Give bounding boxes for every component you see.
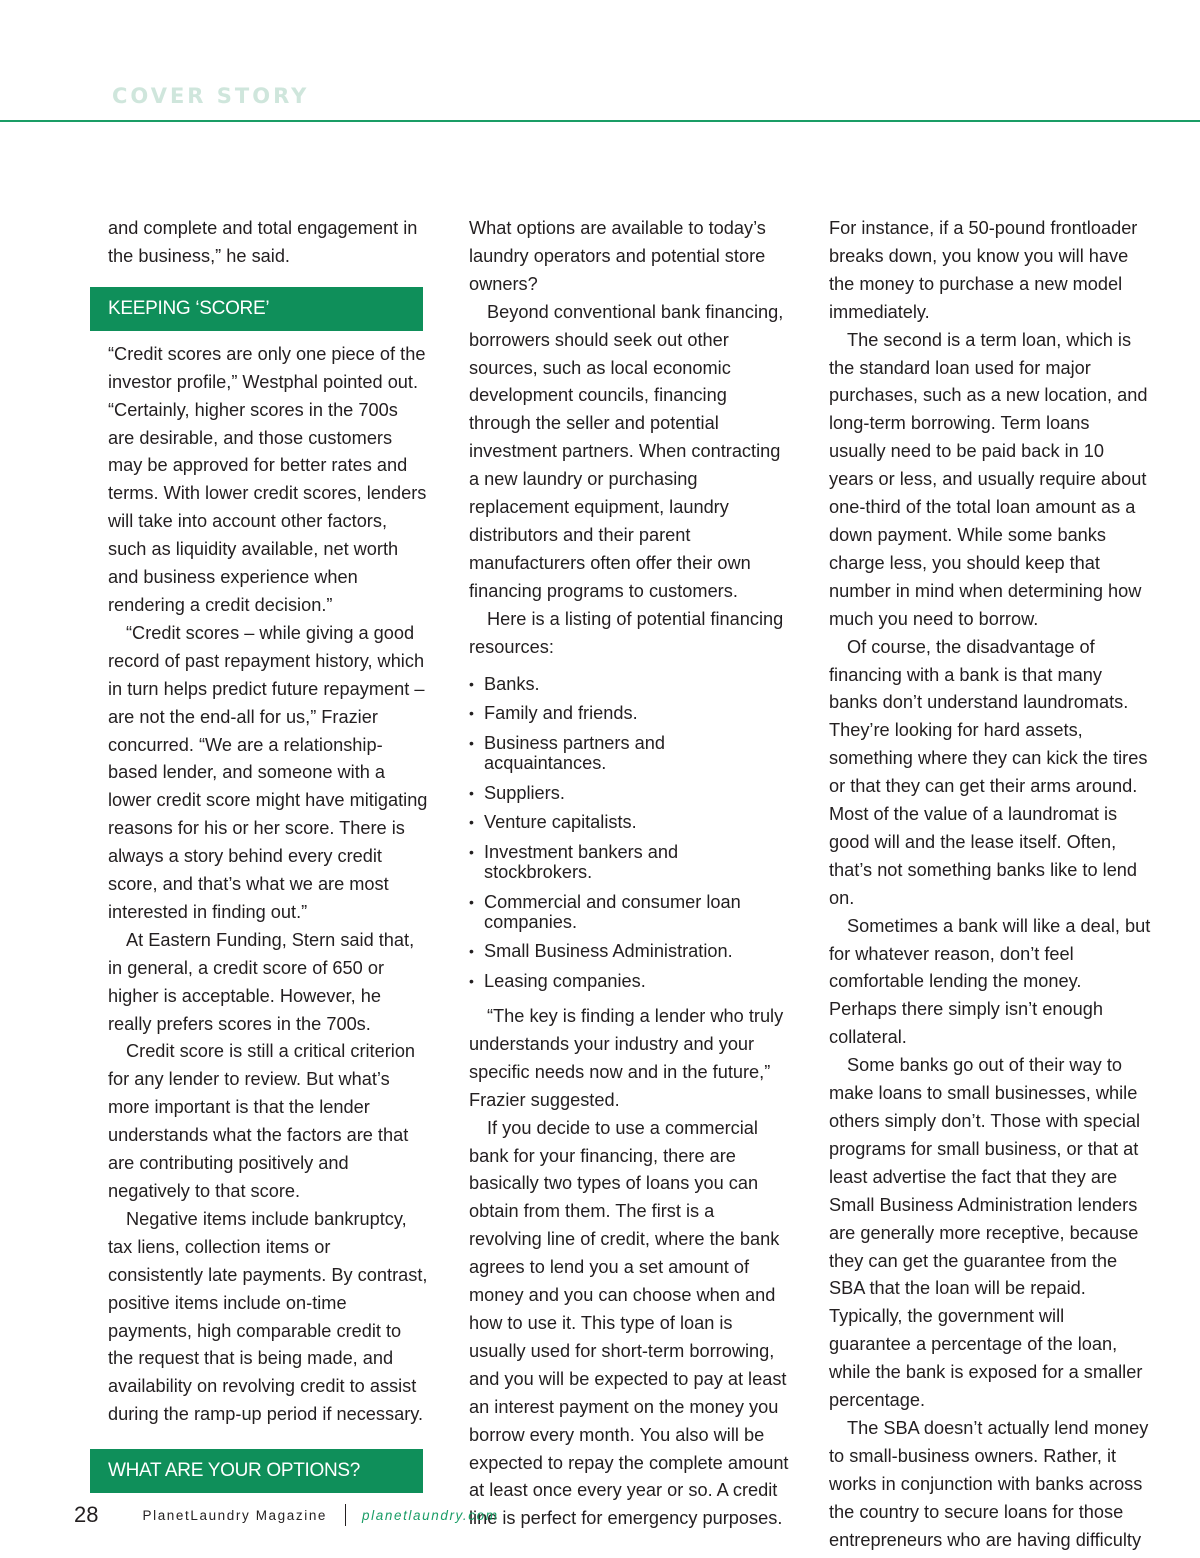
bullet-icon: •	[469, 705, 474, 722]
bullet-icon: •	[469, 843, 474, 860]
section-label: COVER STORY	[112, 84, 310, 108]
paragraph: Some banks go out of their way to make loans to small businesses, while others simply don’t. Those with special programs for small business, or that at least advertise the fact that they are Small Business Administration lenders are generally more receptive, because they can get the guarantee from the SBA that the loan will be repaid. Typically, the government will guarantee a percentage of the loan, while the bank is exposed for a smaller percentage.	[829, 1055, 1143, 1411]
paragraph: The second is a term loan, which is the standard loan used for major purchases, such as a new location, and long-term borrowing. Term loans usually need to be paid back in 10 years or less, and usually require about one-third of the total loan amount as a down payment. While some banks charge less, you should keep that number in mind when determining how much you need to borrow.	[829, 329, 1148, 629]
list-item: • Business partners and acquaintances.	[469, 732, 665, 773]
list-item: • Investment bankers and stockbrokers.	[469, 841, 679, 882]
bullet-icon: •	[469, 734, 474, 751]
bullet-icon: •	[469, 973, 474, 989]
section-heading-options: WHAT ARE YOUR OPTIONS?	[90, 1449, 423, 1493]
paragraph: “The key is finding a lender who truly understands your industry and your specific needs now and in the future,” Frazier suggested.	[469, 1006, 784, 1110]
paragraph: For instance, if a 50-pound frontloader breaks down, you know you will have the money to purchase a new model immediately.	[829, 218, 1138, 322]
paragraph: Beyond conventional bank financing, borrowers should seek out other sources, such as local economic development councils, financing through the seller and potential investment partners. When contracting a new laundry or purchasing replacement equipment, laundry distributors and their parent manufacturers often offer their own financing programs to customers.	[469, 301, 784, 601]
paragraph: “Credit scores are only one piece of the investor profile,” Westphal pointed out. “Certainly, higher scores in the 700s are desirable, and those customers may be approved for better rates and terms. With lower credit scores, lenders will take into account other factors, such as liquidity available, net worth and business experience when rendering a credit decision.”	[108, 343, 427, 615]
bullet-icon: •	[469, 943, 474, 960]
bullet-icon: •	[469, 814, 474, 831]
financing-resources-list	[469, 674, 789, 992]
list-item: • Small Business Administration.	[469, 941, 733, 962]
section-heading-keeping-score: KEEPING ‘SCORE’	[90, 287, 423, 331]
article-column-1	[108, 215, 428, 1493]
bullet-icon: •	[469, 893, 474, 910]
list-item: • Leasing companies.	[469, 971, 646, 991]
paragraph: Here is a listing of potential financing resources:	[469, 608, 784, 657]
magazine-name: PlanetLaundry Magazine	[142, 1507, 328, 1523]
list-item: • Suppliers.	[469, 782, 565, 803]
paragraph: Sometimes a bank will like a deal, but for whatever reason, don’t feel comfortable lending the money. Perhaps there simply isn’t enough collateral.	[829, 915, 1151, 1048]
paragraph: Credit score is still a critical criterion for any lender to review. But what’s more important is that the lender understands what the factors are that are contributing positively and negatively to that score.	[108, 1041, 416, 1201]
page-footer	[74, 1500, 499, 1530]
list-item: • Venture capitalists.	[469, 812, 637, 833]
footer-divider	[345, 1504, 346, 1526]
article-column-2	[469, 215, 789, 1533]
website-link[interactable]: planetlaundry.com	[362, 1507, 499, 1523]
paragraph: At Eastern Funding, Stern said that, in general, a credit score of 650 or higher is acceptable. However, he really prefers scores in the 700s.	[108, 929, 415, 1034]
page-number: 28	[74, 1502, 99, 1527]
article-column-3	[829, 215, 1151, 1555]
paragraph: “Credit scores – while giving a good record of past repayment history, which in turn helps predict future repayment – are not the end-all for us,” Frazier concurred. “We are a relationship-based lender, and someone with a lower credit score might have mitigating reasons for his or her score. There is always a story behind every credit score, and that’s what we are most interested in finding out.”	[108, 622, 428, 922]
paragraph: What options are available to today’s laundry operators and potential store owners?	[469, 218, 766, 294]
paragraph: Of course, the disadvantage of financing with a bank is that many banks don’t understand laundromats. They’re looking for hard assets, something where they can kick the tires or that they can get their arms around. Most of the value of a laundromat is good will and the lease itself. Often, that’s not something banks like to lend on.	[829, 636, 1148, 908]
list-item: • Family and friends.	[469, 703, 638, 724]
paragraph: If you decide to use a commercial bank for your financing, there are basically two types of loans you can obtain from them. The first is a revolving line of credit, where the bank agrees to lend you a set amount of money and you can choose when and how to use it. This type of loan is usually used for short-term borrowing, and you will be expected to pay at least an interest payment on the money you borrow every month. You also will be expected to repay the complete amount at least once every year or so. A credit line is perfect for emergency purposes.	[469, 1117, 789, 1529]
header-divider	[0, 120, 1200, 122]
list-item: • Banks.	[469, 673, 540, 694]
bullet-icon: •	[469, 675, 474, 692]
paragraph: The SBA doesn’t actually lend money to small-business owners. Rather, it works in conjunction with banks across the country to secure loans for those entrepreneurs who are having difficulty	[829, 1417, 1149, 1550]
paragraph: Negative items include bankruptcy, tax liens, collection items or consistently late payments. By contrast, positive items include on-time payments, high comparable credit to the request that is being made, and availability on revolving credit to assist during the ramp-up period if necessary.	[108, 1208, 428, 1425]
paragraph: and complete and total engagement in the business,” he said.	[108, 218, 418, 266]
bullet-icon: •	[469, 784, 474, 801]
list-item: • Commercial and consumer loan companies.	[469, 891, 741, 932]
